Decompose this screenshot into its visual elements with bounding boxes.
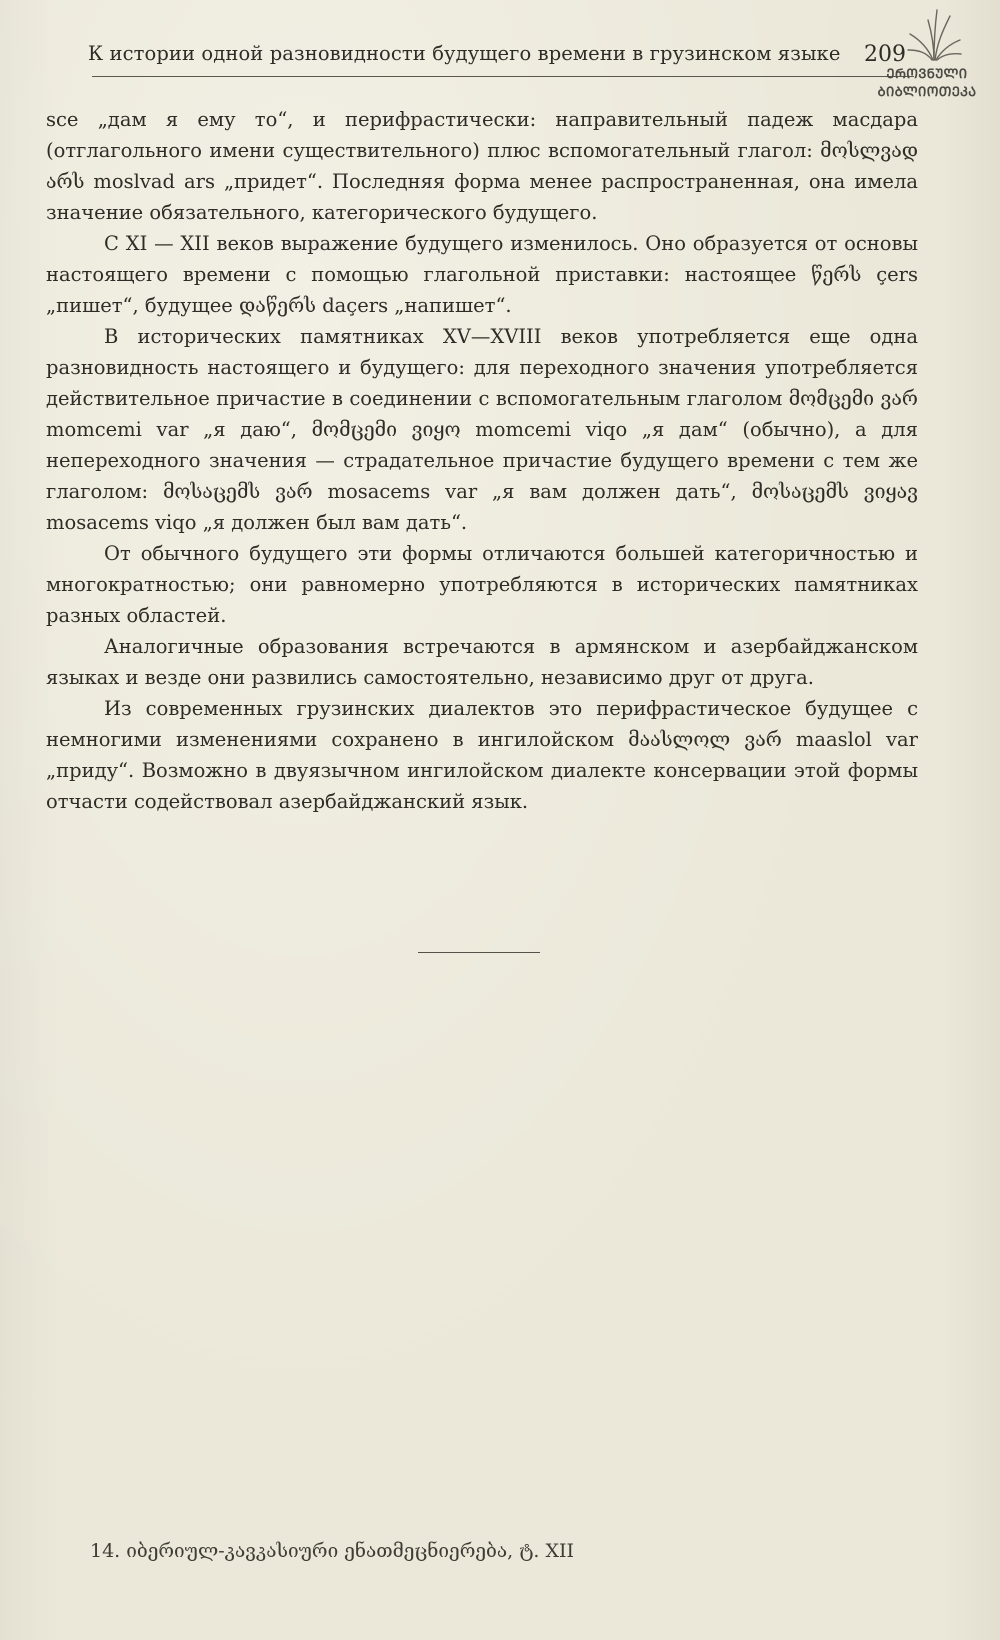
body-text [46, 104, 918, 817]
library-stamp [872, 6, 982, 102]
stamp-label-line-1: ᲔᲠᲝᲕᲜᲣᲚᲘ [886, 67, 968, 82]
paragraph: Аналогичные образования встречаются в армянском и азербайджанском языках и везде они развились самостоятельно, независимо друг от друга. [46, 635, 918, 689]
page-number: 209 [864, 42, 906, 67]
paragraph: От обычного будущего эти формы отличаются большей категоричностью и многократностью; они равномерно употребляются в исторических памятниках разных областей. [46, 542, 918, 627]
stamp-label-line-2: ᲑᲘᲑᲚᲘᲝᲗᲔᲙᲐ [877, 85, 977, 100]
running-head [88, 42, 918, 78]
paragraph: В исторических памятниках XV—XVIII веков употребляется еще одна разновидность настоящего и будущего: для переходного значения употребляется действительное причастие в соединении с вспомогательным глаголом მომცემი ვარ momcemi var „я даю“, მომცემი ვიყო momcemi viqo „я дам“ (обычно), а для непереходного значения — страдательное причастие будущего времени с тем же глаголом: მოსაცემს ვარ mosacems var „я вам должен дать“, მოსაცემს ვიყავ mosacems viqo „я должен был вам дать“. [46, 325, 918, 534]
header-rule [92, 76, 914, 77]
paragraph: Из современных грузинских диалектов это перифрастическое будущее с немногими изменениями сохранено в ингилойском მაასლოლ ვარ maaslol var „приду“. Возможно в двуязычном ингилойском диалекте консервации этой формы отчасти содействовал азербайджанский язык. [46, 697, 918, 813]
paragraph-continuation: sce „дам я ему то“, и перифрастически: направительный падеж масдара (отглагольного имени существительного) плюс вспомогательный глагол: მოსლვად არს moslvad ars „придет“. Последняя форма менее распространенная, она имела значение обязательного, категорического будущего. [46, 108, 918, 224]
paragraph: С XI — XII веков выражение будущего изменилось. Оно образуется от основы настоящего времени с помощью глагольной приставки: настоящее წერს çers „пишет“, будущее დაწერს daçers „напишет“. [46, 232, 918, 317]
running-title: К истории одной разновидности будущего времени в грузинском языке [88, 42, 841, 65]
section-end-rule [418, 952, 540, 953]
stamp-emblem-icon [904, 6, 964, 64]
footer-signature: 14. იბერიულ-კავკასიური ენათმეცნიერება, ტ. XII [90, 1540, 575, 1562]
